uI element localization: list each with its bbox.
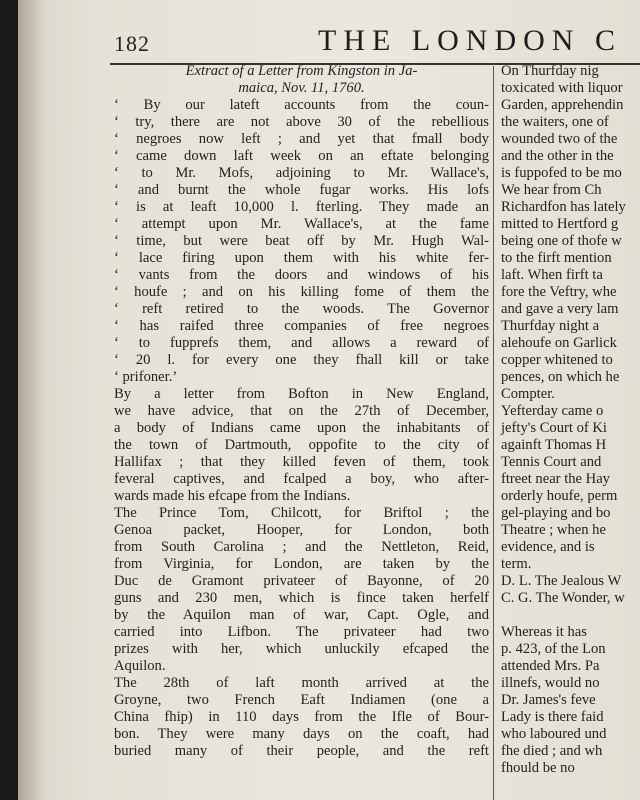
left-column-line: Extract of a Letter from Kingston in Ja- — [185, 63, 418, 79]
right-column-line: mitted to Hertford g — [501, 216, 619, 232]
left-column-line: a body of Indians came upon the inhabitants of — [114, 420, 489, 436]
left-column-line: Hallifax ; that they killed feven of them, took — [114, 454, 489, 470]
left-column-line: ‘ lace firing upon them with his white fer- — [114, 250, 489, 266]
right-column-line: fore the Veftry, whe — [501, 284, 617, 300]
left-column-line: ‘ has raifed three companies of free negroes — [114, 318, 489, 334]
right-column-line: orderly houfe, perm — [501, 488, 618, 504]
right-column-line: p. 423, of the Lon — [501, 641, 606, 657]
left-column-line: ‘ and burnt the whole fugar works. His lofs — [114, 182, 489, 198]
left-column-line: Duc de Gramont privateer of Bayonne, of 20 — [114, 573, 489, 589]
right-column-line: We hear from Ch — [501, 182, 602, 198]
right-column-line: who laboured und — [501, 726, 607, 742]
left-column-line: we have advice, that on the 27th of December, — [114, 403, 489, 419]
left-column-line: ‘ to Mr. Mofs, adjoining to Mr. Wallace's, — [114, 165, 489, 181]
right-column-line: Compter. — [501, 386, 555, 402]
left-column-line: The Prince Tom, Chilcott, for Briftol ; the — [114, 505, 489, 521]
left-column-line: China fhip) in 110 days from the Ifle of Bour- — [114, 709, 489, 725]
left-column — [114, 63, 489, 760]
right-column-line — [501, 607, 640, 624]
right-column-line: wounded two of the — [501, 131, 618, 147]
right-column-line: alehoufe on Garlick — [501, 335, 617, 351]
right-column-line: pences, on which he — [501, 369, 620, 385]
right-column-line: On Thurfday nig — [501, 63, 599, 79]
right-column-line: Garden, apprehendin — [501, 97, 624, 113]
right-column — [501, 63, 640, 777]
right-column-line: is fuppofed to be mo — [501, 165, 622, 181]
left-column-line: By a letter from Bofton in New England, — [114, 386, 489, 402]
right-column-line: and gave a very lam — [501, 301, 619, 317]
right-column-line: Lady is there faid — [501, 709, 604, 725]
left-column-line: ‘ By our lateft accounts from the coun- — [114, 97, 489, 113]
left-column-line: ‘ houfe ; and on his killing fome of them the — [114, 284, 489, 300]
left-column-line: by the Aquilon man of war, Capt. Ogle, and — [114, 607, 489, 623]
left-column-line: guns and 230 men, which is fince taken herfelf — [114, 590, 489, 606]
left-column-line: ‘ negroes now left ; and yet that fmall body — [114, 131, 489, 147]
right-column-line: Yefterday came o — [501, 403, 604, 419]
right-column-line: laft. When firft ta — [501, 267, 603, 283]
left-column-line: ‘ to fupprefs them, and allows a reward of — [114, 335, 489, 351]
right-column-line: copper whitened to — [501, 352, 613, 368]
newspaper-page — [18, 0, 640, 800]
right-column-line: fhould be no — [501, 760, 575, 776]
right-column-line: C. G. The Wonder, w — [501, 590, 625, 606]
right-column-line: Thurfday night a — [501, 318, 600, 334]
masthead-title: THE LONDON C — [318, 24, 622, 57]
left-column-line: ‘ is at leaft 10,000 l. fterling. They made an — [114, 199, 489, 215]
left-column-line: ‘ vants from the doors and windows of his — [114, 267, 489, 283]
left-column-line: ‘ came down laft week on an eftate belonging — [114, 148, 489, 164]
left-column-line: ‘ 20 l. for every one they fhall kill or take — [114, 352, 489, 368]
left-column-line: ‘ try, there are not above 30 of the rebellious — [114, 114, 489, 130]
left-column-line: ‘ attempt upon Mr. Wallace's, at the fame — [114, 216, 489, 232]
right-column-line: term. — [501, 556, 532, 572]
left-column-line: ‘ time, but were beat off by Mr. Hugh Wal- — [114, 233, 489, 249]
right-column-line: Dr. James's feve — [501, 692, 596, 708]
left-column-line: from Virginia, for London, are taken by the — [114, 556, 489, 572]
page-number: 182 — [114, 31, 150, 56]
right-column-line: attended Mrs. Pa — [501, 658, 600, 674]
right-column-line: and the other in the — [501, 148, 614, 164]
left-column-line: prizes with her, which unluckily efcaped the — [114, 641, 489, 657]
left-column-line: ‘ reft retired to the woods. The Governor — [114, 301, 489, 317]
left-column-line: feveral captives, and fcalped a boy, who after- — [114, 471, 489, 487]
right-column-line: Theatre ; when he — [501, 522, 606, 538]
left-column-line: the town of Dartmouth, oppofite to the city of — [114, 437, 489, 453]
left-column-line: buried many of their people, and the reft — [114, 743, 489, 759]
left-column-line: maica, Nov. 11, 1760. — [238, 80, 365, 96]
right-column-line: to the firft mention — [501, 250, 612, 266]
right-column-line: jefty's Court of Ki — [501, 420, 607, 436]
right-column-line: toxicated with liquor — [501, 80, 623, 96]
right-column-line: evidence, and is — [501, 539, 595, 555]
left-column-line: Groyne, two French Eaft Indiamen (one a — [114, 692, 489, 708]
right-column-line: the waiters, one of — [501, 114, 609, 130]
right-column-line: fhe died ; and wh — [501, 743, 603, 759]
right-column-line: illnefs, would no — [501, 675, 600, 691]
left-column-line: ‘ prifoner.’ — [114, 369, 178, 385]
left-column-line: bon. They were many days on the coaft, had — [114, 726, 489, 742]
left-column-line: carried into Lifbon. The privateer had two — [114, 624, 489, 640]
right-column-line: gel-playing and bo — [501, 505, 611, 521]
left-column-line: The 28th of laft month arrived at the — [114, 675, 489, 691]
left-column-line: from South Carolina ; and the Nettleton, Reid, — [114, 539, 489, 555]
right-column-line: Tennis Court and — [501, 454, 602, 470]
right-column-line: againft Thomas H — [501, 437, 607, 453]
right-column-line: Richardfon has lately — [501, 199, 626, 215]
right-column-line: D. L. The Jealous W — [501, 573, 622, 589]
right-column-line: being one of thofe w — [501, 233, 622, 249]
right-column-line: Whereas it has — [501, 624, 587, 640]
column-divider — [493, 66, 494, 800]
left-column-line: Aquilon. — [114, 658, 166, 674]
left-column-line: wards made his efcape from the Indians. — [114, 488, 351, 504]
left-column-line: Genoa packet, Hooper, for London, both — [114, 522, 489, 538]
right-column-line: ftreet near the Hay — [501, 471, 610, 487]
